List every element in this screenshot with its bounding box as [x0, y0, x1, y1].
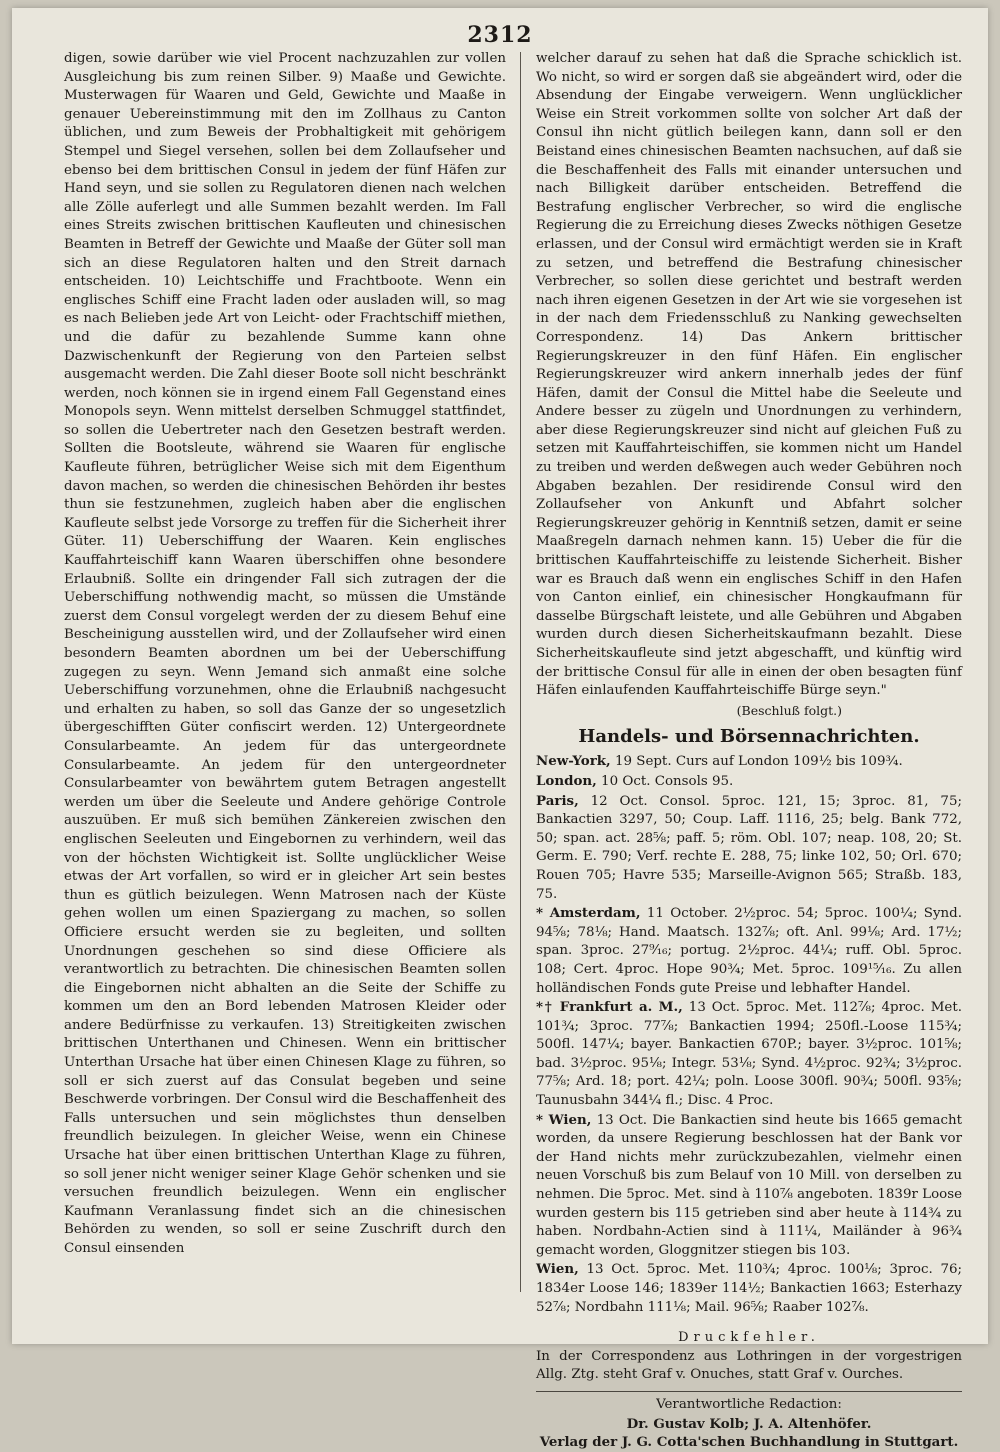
newspaper-page	[12, 8, 988, 1451]
market-text: 19 Sept. Curs auf London 109½ bis 109¾.	[614, 754, 903, 770]
market-reports	[536, 752, 962, 1317]
redaction-label: Verantwortliche Redaction:	[656, 1396, 842, 1412]
market-report-new-york	[536, 752, 962, 772]
publisher-line: Verlag der J. G. Cotta'schen Buchhandlung in Stuttgart.	[539, 1434, 959, 1451]
left-column-text: digen, sowie darüber wie viel Procent nachzuzahlen zur vollen Ausgleichung bis zum reinen Silber. 9) Maaße und Gewichte. Musterwagen für Waaren und Geld, Gewichte und Maaße in genauer Uebereinstimmung mit den im Zollhaus zu Canton üblichen, und zum Beweis der Probhaltigkeit mit gehörigem Stempel und Siegel versehen, sollen bei dem Zollaufseher und ebenso bei dem brittischen Consul in jedem der fünf Häfen zur Hand seyn, und sie sollen zu Regulatoren dienen nach welchen alle Zölle auferlegt und alle Summen bezahlt werden. Im Fall eines Streits zwischen brittischen Kaufleuten und chinesischen Beamten in Betreff der Gewichte und Maaße der Güter soll man sich an diese Regulatoren halten und den Streit darnach entscheiden. 10) Leichtschiffe und Frachtboote. Wenn ein englisches Schiff eine Fracht laden oder ausladen will, so mag es nach Belieben jede Art von Leicht- oder Frachtschiff miethen, und die dafür zu bezahlende Summe kann ohne Dazwischenkunft der Regierung von den Parteien selbst ausgemacht werden. Die Zahl dieser Boote soll nicht beschränkt werden, noch können sie in irgend einem Fall Gegenstand eines Monopols seyn. Wenn mittelst derselben Schmuggel stattfindet, so sollen die Uebertreter nach den Gesetzen bestraft werden. Sollten die Bootsleute, während sie Waaren für englische Kaufleute führen, betrüglicher Weise sich mit dem Eigenthum davon machen, so werden die chinesischen Behörden ihr bestes thun sie festzunehmen, zugleich haben aber die englischen Kaufleute selbst jede Vorsorge zu treffen für die Sicherheit ihrer Güter. 11) Ueberschiffung der Waaren. Kein englisches Kauffahrteischiff kann Waaren überschiffen ohne besondere Erlaubniß. Sollte ein dringender Fall sich zutragen der die Ueberschiffung nothwendig macht, so müssen die Umstände zuerst dem Consul vorgelegt werden der zu diesem Behuf eine Bescheinigung ausstellen wird, und der Zollaufseher wird einen besondern Beamten abordnen um bei der Ueberschiffung zugegen zu seyn. Wenn Jemand sich anmaßt eine solche Ueberschiffung vorzunehmen, ohne die Erlaubniß nachgesucht und erhalten zu haben, so soll das Ganze der so ungesetzlich übergeschifften Güter confiscirt werden. 12) Untergeordnete Consularbeamte. An jedem für das untergeordnete Consularbeamte. An jedem für den untergeordneter Consularbeamter von bewährtem gutem Betragen angestellt werden um über die Seeleute und Andere gehörige Controle auszuüben. Er muß sich bemühen Zänkereien zwischen den englischen Seeleuten und Eingebornen zu verhindern, weil das von der höchsten Wichtigkeit ist. Sollte unglücklicher Weise etwas der Art vorfallen, so wird er in gleicher Art sein bestes thun es gütlich beizulegen. Wenn Matrosen nach der Küste gehen wollen um einen Spaziergang zu machen, so sollen Officiere ersucht werden sie zu begleiten, und sollten Unordnungen geschehen so sind diese Officiere als verantwortlich zu betrachten. Die chinesischen Beamten sollen die Eingebornen nicht abhalten an die Seite der Schiffe zu kommen um den an Bord lebenden Matrosen Kleider oder andere Bedürfnisse zu verkaufen. 13) Streitigkeiten zwischen brittischen Unterthanen und Chinesen. Wenn ein brittischer Unterthan Ursache hat über einen Chinesen Klage zu führen, so soll er sich zuerst auf das Consulat begeben und seine Beschwerde vorbringen. Der Consul wird die Beschaffenheit des Falls untersuchen und sein möglichstes thun denselben freundlich beizulegen. In gleicher Weise, wenn ein Chinese Ursache hat über einen brittischen Unterthan Klage zu führen, so soll jener nicht weniger seiner Klage Gehör schenken und sie versuchen freundlich beizulegen. Wenn ein englischer Kaufmann Veranlassung findet sich an die chinesischen Behörden zu wenden, so soll er seine Zuschrift durch den Consul einsenden	[64, 51, 506, 1256]
market-text: 13 Oct. 5proc. Met. 110¾; 4proc. 100⅛; 3proc. 76; 1834er Loose 146; 1839er 114½; Bankactien 1663; Esterhazy 52⅞; Nordbahn 111⅛; Mail. 96⅝; Raaber 102⅞.	[536, 1262, 962, 1315]
horizontal-rule	[536, 1391, 962, 1392]
market-report-frankfurt	[536, 998, 962, 1111]
right-column-continuation: welcher darauf zu sehen hat daß die Sprache schicklich ist. Wo nicht, so wird er sorgen daß sie abgeändert wird, oder die Absendung der Eingabe verweigern. Wenn unglücklicher Weise ein Streit vorkommen sollte von solcher Art daß der Consul ihn nicht gütlich beilegen kann, dann soll er den Beistand eines chinesischen Beamten nachsuchen, auf daß sie die Beschaffenheit des Falls mit einander untersuchen und nach Billigkeit darüber entscheiden. Betreffend die Bestrafung englischer Verbrecher, so wird die englische Regierung die zu Erreichung dieses Zwecks nöthigen Gesetze erlassen, und der Consul wird ermächtigt werden sie in Kraft zu setzen, und betreffend die Bestrafung chinesischer Verbrecher, so sollen diese gerichtet und bestraft werden nach ihren eigenen Gesetzen in der Art wie sie vorgesehen ist in der nach dem Friedensschluß zu Nanking gewechselten Correspondenz. 14) Das Ankern brittischer Regierungskreuzer in den fünf Häfen. Ein englischer Regierungskreuzer wird ankern innerhalb jedes der fünf Häfen, damit der Consul die Mittel habe die Seeleute und Andere besser zu zügeln und Unordnungen zu verhindern, aber diese Regierungskreuzer sind nicht auf gleichen Fuß zu setzen mit Kauffahrteischiffen, sie kommen nicht um Handel zu treiben und werden deßwegen auch weder Gebühren noch Abgaben bezahlen. Der residirende Consul wird den Zollaufseher von Ankunft und Abfahrt solcher Regierungskreuzer gehörig in Kenntniß setzen, damit er seine Maaßregeln darnach nehmen kann. 15) Ueber die für die brittischen Kauffahrteischiffe zu leistende Sicherheit. Bisher war es Brauch daß wenn ein englisches Schiff in den Hafen von Canton einlief, ein chinesischer Hongkaufmann für dasselbe Bürgschaft leistete, und alle Gebühren und Abgaben wurden durch diesen Sicherheitskaufmann bezahlt. Diese Sicherheitskaufleute sind jetzt abgeschafft, und künftig wird der brittische Consul für alle in einen der oben besagten fünf Häfen einlaufenden Kauffahrteischiffe Bürge seyn."	[536, 51, 962, 699]
market-report-wien	[536, 1260, 962, 1317]
market-report-london	[536, 772, 962, 792]
market-city: * Amsterdam,	[536, 905, 641, 922]
market-report-wien-bank	[536, 1111, 962, 1261]
market-city: *† Frankfurt a. M.,	[536, 999, 683, 1016]
editors-line: Dr. Gustav Kolb; J. A. Altenhöfer.	[626, 1415, 872, 1432]
market-city: Wien,	[536, 1261, 579, 1278]
market-city: New-York,	[536, 753, 611, 770]
market-text: 10 Oct. Consols 95.	[601, 773, 734, 789]
section-title: Handels- und Börsennachrichten.	[578, 726, 920, 748]
market-report-amsterdam	[536, 904, 962, 998]
market-report-paris	[536, 792, 962, 905]
market-text: 12 Oct. Consol. 5proc. 121, 15; 3proc. 81, 75; Bankactien 3297, 50; Coup. Laff. 1116, 25; belg. Bank 772, 50; span. act. 28⅝; paff. 5; röm. Obl. 107; neap. 108, 20; St. Germ. E. 790; Verf. rechte E. 288, 75; linke 102, 50; Orl. 670; Rouen 705; Havre 535; Marseille-Avignon 565; Straßb. 183, 75.	[536, 793, 962, 902]
conclusion-note: (Beschluß folgt.)	[736, 702, 842, 718]
market-text: 13 Oct. 5proc. Met. 112⅞; 4proc. Met. 101¾; 3proc. 77⅞; Bankactien 1994; 250fl.-Loose 115¾; 500fl. 147¼; bayer. Bankactien 670P.; bayer. 3½proc. 101⅝; bad. 3½proc. 95⅛; Integr. 53⅛; Synd. 4½proc. 92¾; 3½proc. 77⅝; Ard. 18; port. 42¼; poln. Loose 300fl. 90¾; 500fl. 93⅝; Taunusbahn 344¼ fl.; Disc. 4 Proc.	[536, 1000, 962, 1109]
right-column	[536, 50, 962, 1452]
market-text: 13 Oct. Die Bankactien sind heute bis 1665 gemacht worden, da unsere Regierung beschlossen hat der Bank vor der Hand nichts mehr zurückzubezahlen, vielmehr einen neuen Vorschuß bis zum Belauf von 10 Mill. von derselben zu nehmen. Die 5proc. Met. sind à 110⅞ angeboten. 1839r Loose wurden gestern bis 115 getrieben sind aber heute à 114¾ zu haben. Nordbahn-Actien sind à 111¼, Mailänder à 96¾ gemacht worden, Gloggnitzer stiegen bis 103.	[536, 1112, 962, 1258]
market-city: * Wien,	[536, 1111, 592, 1128]
market-city: London,	[536, 772, 597, 789]
left-column	[64, 50, 506, 1259]
column-divider	[520, 52, 521, 1292]
redaction-block	[536, 1396, 962, 1452]
errata-title: Druckfehler.	[678, 1330, 820, 1346]
market-text: 11 October. 2½proc. 54; 5proc. 100¼; Synd. 94⅝; 78⅛; Hand. Maatsch. 132⅞; oft. Anl. 99⅛; Ard. 17½; span. 3proc. 27⁹⁄₁₆; portug. 2½proc. 44¼; ruff. Obl. 5proc. 108; Cert. 4proc. Hope 90¾; Met. 5proc. 109¹⁵⁄₁₆. Zu allen holländischen Fonds gute Preise und lebhafter Handel.	[536, 906, 962, 996]
page-number: 2312	[467, 22, 533, 48]
errata-text: In der Correspondenz aus Lothringen in der vorgestrigen Allg. Ztg. steht Graf v. Onuches, statt Graf v. Ourches.	[536, 1348, 962, 1383]
market-city: Paris,	[536, 792, 579, 809]
